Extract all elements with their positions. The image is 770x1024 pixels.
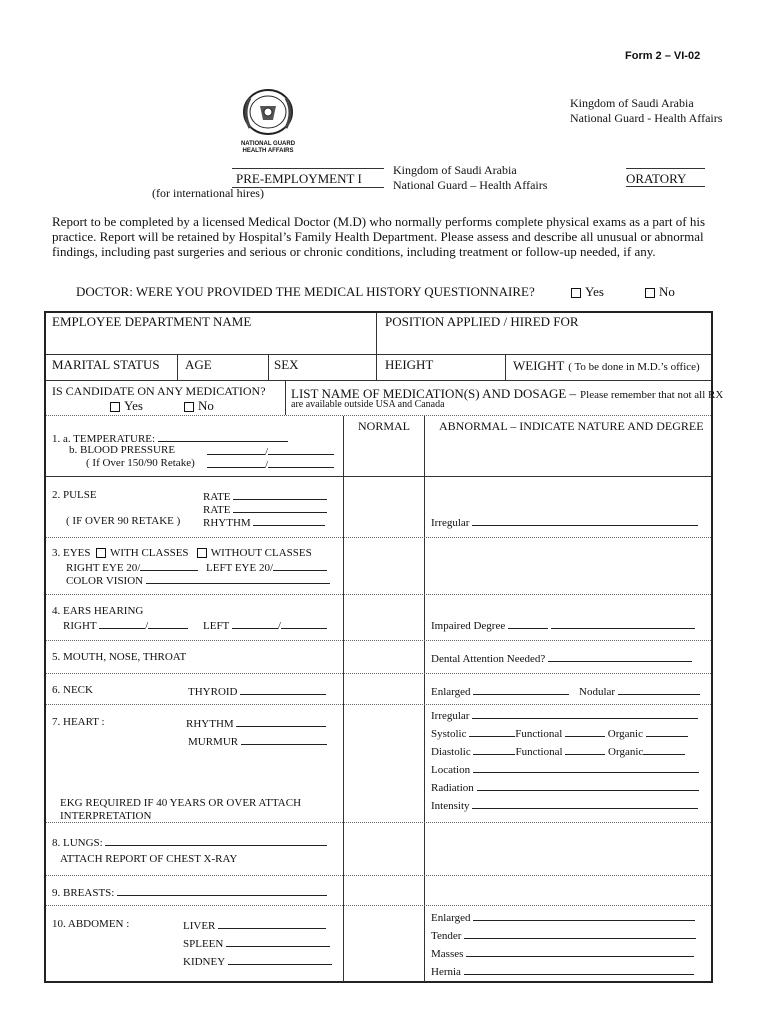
abnormal-column-header: ABNORMAL – INDICATE NATURE AND DEGREE xyxy=(439,419,704,433)
instructions-paragraph: Report to be completed by a licensed Medical Doctor (M.D) who normally performs complete physical exams as a part of his practice. Report will be retained by Hospital’s Family Health Department. Please assess and describe all unusual or abnormal findings, including past surgeries and serious or chronic conditions, including treatment or follow-up needed, if any. xyxy=(52,214,706,259)
rate-label: RATE xyxy=(203,504,231,516)
blood-pressure-input[interactable]: / xyxy=(207,444,334,458)
weight-note: ( To be done in M.D.’s office) xyxy=(568,361,700,373)
medication-question: IS CANDIDATE ON ANY MEDICATION? xyxy=(52,384,266,398)
temperature-input[interactable] xyxy=(158,431,288,442)
masses-field[interactable] xyxy=(431,946,694,960)
spleen-label: SPLEEN xyxy=(183,938,224,950)
hernia-field[interactable] xyxy=(431,964,694,978)
intensity-label: Intensity xyxy=(431,800,470,812)
medication-no-option[interactable] xyxy=(184,398,214,414)
chest-xray-note: ATTACH REPORT OF CHEST X-RAY xyxy=(60,853,238,865)
questionnaire-question: DOCTOR: WERE YOU PROVIDED THE MEDICAL HISTORY QUESTIONNAIRE? xyxy=(76,284,535,299)
weight-label xyxy=(513,357,700,375)
enlarged-label: Enlarged xyxy=(431,912,471,924)
abdomen-enlarged-field[interactable] xyxy=(431,910,695,924)
murmur-field[interactable] xyxy=(188,734,327,748)
breasts-label: 9. BREASTS: xyxy=(52,887,115,899)
functional-label: Functional xyxy=(515,728,563,740)
right-ear-label: RIGHT xyxy=(63,620,97,632)
medication-yes-option[interactable] xyxy=(110,398,143,414)
form-title-right: ORATORY xyxy=(626,171,687,186)
age-label: AGE xyxy=(185,357,212,372)
dental-label: Dental Attention Needed? xyxy=(431,653,546,665)
liver-label: LIVER xyxy=(183,920,216,932)
left-eye-field[interactable] xyxy=(206,560,327,574)
form-subtitle: (for international hires) xyxy=(152,186,264,200)
tender-field[interactable] xyxy=(431,928,696,942)
med-note-2: are available outside USA and Canada xyxy=(291,399,445,410)
left-eye-label: LEFT EYE 20/ xyxy=(206,562,274,574)
position-label: POSITION APPLIED / HIRED FOR xyxy=(385,314,579,329)
color-vision-field[interactable] xyxy=(66,573,330,587)
irregular-label: Irregular xyxy=(431,710,470,722)
location-field[interactable] xyxy=(431,762,699,776)
rate-field-2[interactable] xyxy=(203,502,327,516)
impaired-label: Impaired Degree xyxy=(431,620,506,632)
rate-field-1[interactable] xyxy=(203,489,327,503)
organic-label: Organic xyxy=(608,746,644,758)
checkbox-icon[interactable] xyxy=(110,402,120,412)
liver-field[interactable] xyxy=(183,918,326,932)
murmur-label: MURMUR xyxy=(188,736,239,748)
pulse-retake-label: ( IF OVER 90 RETAKE ) xyxy=(66,515,181,527)
kidney-field[interactable] xyxy=(183,954,332,968)
overlay-org-text xyxy=(393,163,547,193)
without-classes-label: WITHOUT CLASSES xyxy=(210,547,312,559)
overlay-line-1: Kingdom of Saudi Arabia xyxy=(393,163,517,177)
temperature-label: 1. a. TEMPERATURE: xyxy=(52,433,156,445)
questionnaire-yes-option[interactable] xyxy=(571,284,604,300)
weight-text: WEIGHT xyxy=(513,358,565,373)
neck-enlarged-field[interactable] xyxy=(431,684,569,698)
heart-irregular-field[interactable] xyxy=(431,708,698,722)
bp-retake-label: ( If Over 150/90 Retake) xyxy=(86,457,195,469)
org-line-1: Kingdom of Saudi Arabia xyxy=(570,96,694,110)
rhythm-label: RHYTHM xyxy=(186,718,234,730)
color-vision-label: COLOR VISION xyxy=(66,575,144,587)
right-ear-field[interactable]: RIGHT / xyxy=(63,618,188,632)
organization-header xyxy=(570,96,722,126)
org-line-2: National Guard - Health Affairs xyxy=(570,111,723,125)
form-number: Form 2 – VI-02 xyxy=(625,50,701,62)
lungs-label: 8. LUNGS: xyxy=(52,837,103,849)
right-eye-field[interactable] xyxy=(66,560,198,574)
no-label: No xyxy=(659,284,675,299)
ekg-note-line-1: EKG REQUIRED IF 40 YEARS OR OVER ATTACH xyxy=(60,797,302,809)
ears-hearing-label: 4. EARS HEARING xyxy=(52,605,144,617)
diastolic-label: Diastolic xyxy=(431,746,471,758)
mouth-nose-throat-label: 5. MOUTH, NOSE, THROAT xyxy=(52,651,187,663)
logo-text-line-2: HEALTH AFFAIRS xyxy=(242,148,294,154)
national-guard-logo xyxy=(228,86,308,152)
rhythm-field[interactable] xyxy=(203,515,325,529)
sex-label: SEX xyxy=(274,357,299,372)
med-yes-label: Yes xyxy=(124,398,143,413)
neck-label: 6. NECK xyxy=(52,684,93,696)
with-glasses-checkbox[interactable] xyxy=(96,548,106,558)
left-ear-field[interactable]: LEFT / xyxy=(203,618,327,632)
dental-attention-field[interactable] xyxy=(431,651,692,665)
intensity-field[interactable] xyxy=(431,798,698,812)
systolic-field[interactable] xyxy=(431,726,688,740)
abdomen-label: 10. ABDOMEN : xyxy=(52,918,130,930)
with-classes-label: WITH CLASSES xyxy=(110,547,189,559)
normal-column-header: NORMAL xyxy=(358,419,411,433)
height-label: HEIGHT xyxy=(385,357,434,372)
irregular-label: Irregular xyxy=(431,517,470,529)
location-label: Location xyxy=(431,764,471,776)
overlay-line-2: National Guard – Health Affairs xyxy=(393,178,548,192)
emblem-icon xyxy=(228,86,308,136)
rhythm-label: RHYTHM xyxy=(203,517,251,529)
thyroid-label: THYROID xyxy=(188,686,238,698)
tender-label: Tender xyxy=(431,930,462,942)
checkbox-icon[interactable] xyxy=(571,288,581,298)
heart-label: 7. HEART : xyxy=(52,716,105,728)
marital-status-label: MARITAL STATUS xyxy=(52,357,160,372)
spleen-field[interactable] xyxy=(183,936,330,950)
masses-label: Masses xyxy=(431,948,464,960)
bp-retake-input[interactable]: / xyxy=(207,457,334,471)
radiation-label: Radiation xyxy=(431,782,474,794)
logo-text-line-1: NATIONAL GUARD xyxy=(240,141,296,147)
employee-department-label: EMPLOYEE DEPARTMENT NAME xyxy=(52,314,252,329)
eyes-row xyxy=(52,547,312,559)
heart-rhythm-field[interactable] xyxy=(186,716,326,730)
diastolic-field[interactable] xyxy=(431,744,685,758)
checkbox-icon[interactable] xyxy=(184,402,194,412)
form-title-left: PRE-EMPLOYMENT I xyxy=(236,171,362,186)
blood-pressure-label: b. BLOOD PRESSURE xyxy=(69,444,176,456)
eyes-label: 3. EYES xyxy=(52,547,91,559)
med-list-text: LIST NAME OF MEDICATION(S) AND DOSAGE – xyxy=(291,386,577,401)
without-glasses-checkbox[interactable] xyxy=(197,548,207,558)
medical-exam-table xyxy=(44,311,713,983)
yes-label: Yes xyxy=(585,284,604,299)
hernia-label: Hernia xyxy=(431,966,461,978)
nodular-label: Nodular xyxy=(579,686,616,698)
functional-label: Functional xyxy=(515,746,563,758)
thyroid-field[interactable] xyxy=(188,684,326,698)
lungs-field[interactable] xyxy=(52,835,327,849)
med-no-label: No xyxy=(198,398,214,413)
left-ear-label: LEFT xyxy=(203,620,230,632)
ekg-note-line-2: INTERPRETATION xyxy=(60,810,152,822)
nodular-field[interactable] xyxy=(579,684,700,698)
breasts-field[interactable] xyxy=(52,885,327,899)
med-note-1: Please remember that not all RX xyxy=(580,389,724,401)
pulse-irregular-field[interactable] xyxy=(431,515,698,529)
organic-label: Organic xyxy=(607,728,643,740)
right-eye-label: RIGHT EYE 20/ xyxy=(66,562,141,574)
pulse-label: 2. PULSE xyxy=(52,489,97,501)
impaired-degree-field[interactable] xyxy=(431,618,695,632)
checkbox-icon[interactable] xyxy=(645,288,655,298)
temperature-field[interactable] xyxy=(52,431,288,445)
rate-label: RATE xyxy=(203,491,231,503)
systolic-label: Systolic xyxy=(431,728,467,740)
kidney-label: KIDNEY xyxy=(183,956,225,968)
questionnaire-no-option[interactable] xyxy=(645,284,675,300)
radiation-field[interactable] xyxy=(431,780,699,794)
enlarged-label: Enlarged xyxy=(431,686,471,698)
